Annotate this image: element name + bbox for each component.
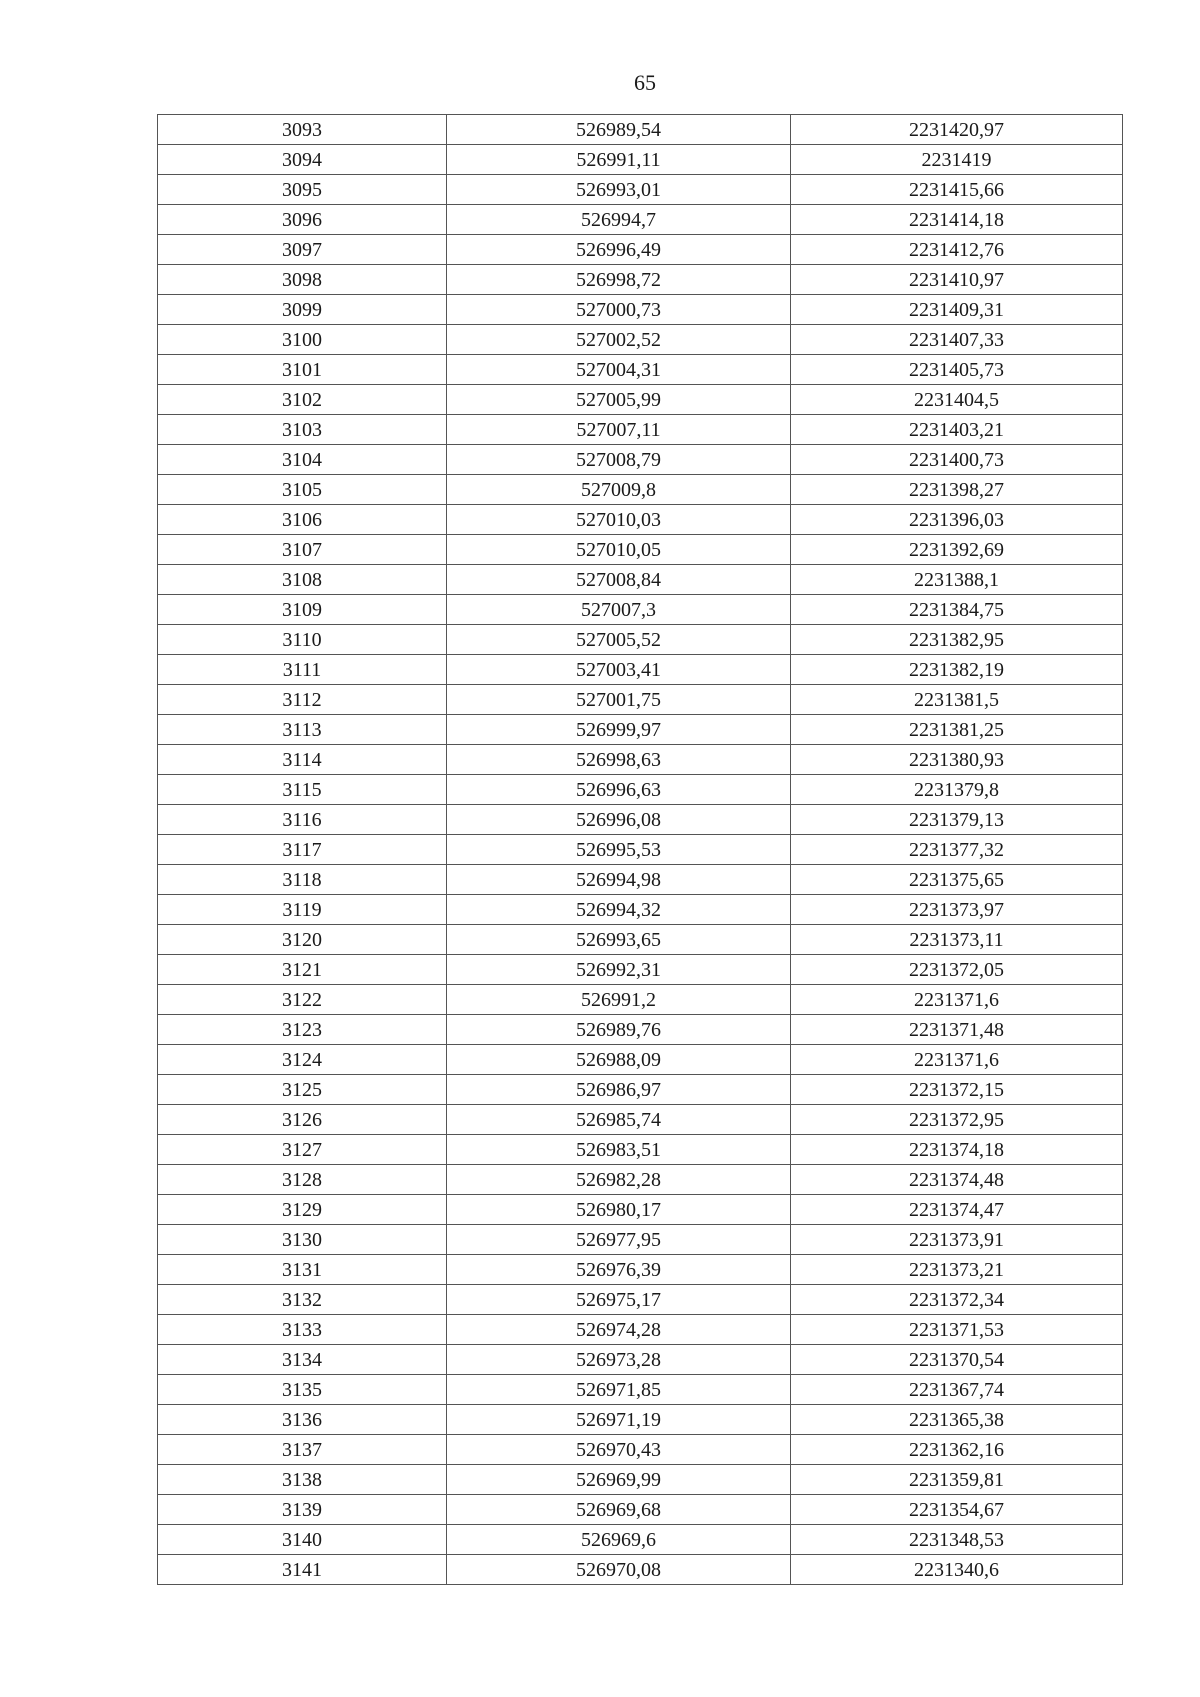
table-row [158,295,1123,325]
table-row [158,655,1123,685]
table-row [158,1555,1123,1585]
point-number-cell: 3141 [158,1555,447,1585]
x-coordinate-cell: 526999,97 [447,715,791,745]
table-row [158,505,1123,535]
point-number-cell: 3139 [158,1495,447,1525]
x-coordinate-cell: 527010,03 [447,505,791,535]
point-number-cell: 3093 [158,115,447,145]
point-number-cell: 3117 [158,835,447,865]
table-row [158,1285,1123,1315]
table-row [158,1495,1123,1525]
table-row [158,955,1123,985]
x-coordinate-cell: 527005,99 [447,385,791,415]
point-number-cell: 3123 [158,1015,447,1045]
x-coordinate-cell: 526976,39 [447,1255,791,1285]
point-number-cell: 3119 [158,895,447,925]
table-row [158,445,1123,475]
x-coordinate-cell: 526993,65 [447,925,791,955]
table-row [158,415,1123,445]
y-coordinate-cell: 2231396,03 [791,505,1123,535]
point-number-cell: 3108 [158,565,447,595]
table-row [158,1465,1123,1495]
y-coordinate-cell: 2231373,11 [791,925,1123,955]
table-row [158,1075,1123,1105]
table-row [158,775,1123,805]
table-row [158,535,1123,565]
point-number-cell: 3113 [158,715,447,745]
x-coordinate-cell: 526993,01 [447,175,791,205]
point-number-cell: 3132 [158,1285,447,1315]
x-coordinate-cell: 526998,63 [447,745,791,775]
y-coordinate-cell: 2231359,81 [791,1465,1123,1495]
x-coordinate-cell: 526989,76 [447,1015,791,1045]
point-number-cell: 3111 [158,655,447,685]
point-number-cell: 3129 [158,1195,447,1225]
x-coordinate-cell: 526980,17 [447,1195,791,1225]
x-coordinate-cell: 527001,75 [447,685,791,715]
y-coordinate-cell: 2231381,5 [791,685,1123,715]
x-coordinate-cell: 526969,68 [447,1495,791,1525]
x-coordinate-cell: 527007,11 [447,415,791,445]
x-coordinate-cell: 526998,72 [447,265,791,295]
point-number-cell: 3109 [158,595,447,625]
y-coordinate-cell: 2231370,54 [791,1345,1123,1375]
point-number-cell: 3110 [158,625,447,655]
table-row [158,265,1123,295]
table-row [158,1315,1123,1345]
x-coordinate-cell: 527003,41 [447,655,791,685]
table-row [158,325,1123,355]
x-coordinate-cell: 526994,32 [447,895,791,925]
table-row [158,235,1123,265]
y-coordinate-cell: 2231367,74 [791,1375,1123,1405]
table-row [158,835,1123,865]
table-row [158,895,1123,925]
point-number-cell: 3101 [158,355,447,385]
x-coordinate-cell: 527009,8 [447,475,791,505]
x-coordinate-cell: 526970,43 [447,1435,791,1465]
table-row [158,1375,1123,1405]
point-number-cell: 3125 [158,1075,447,1105]
y-coordinate-cell: 2231379,8 [791,775,1123,805]
page-number: 65 [634,70,656,95]
x-coordinate-cell: 527000,73 [447,295,791,325]
table-row [158,175,1123,205]
table-row [158,1135,1123,1165]
point-number-cell: 3128 [158,1165,447,1195]
table-row [158,1225,1123,1255]
table-row [158,1525,1123,1555]
y-coordinate-cell: 2231410,97 [791,265,1123,295]
table-row [158,475,1123,505]
x-coordinate-cell: 526982,28 [447,1165,791,1195]
y-coordinate-cell: 2231384,75 [791,595,1123,625]
point-number-cell: 3122 [158,985,447,1015]
y-coordinate-cell: 2231354,67 [791,1495,1123,1525]
y-coordinate-cell: 2231388,1 [791,565,1123,595]
y-coordinate-cell: 2231405,73 [791,355,1123,385]
x-coordinate-cell: 527008,84 [447,565,791,595]
x-coordinate-cell: 526973,28 [447,1345,791,1375]
table-row [158,1255,1123,1285]
table-row [158,745,1123,775]
y-coordinate-cell: 2231372,05 [791,955,1123,985]
x-coordinate-cell: 526986,97 [447,1075,791,1105]
x-coordinate-cell: 526970,08 [447,1555,791,1585]
point-number-cell: 3106 [158,505,447,535]
point-number-cell: 3099 [158,295,447,325]
y-coordinate-cell: 2231372,15 [791,1075,1123,1105]
x-coordinate-cell: 526975,17 [447,1285,791,1315]
point-number-cell: 3095 [158,175,447,205]
table-row [158,1165,1123,1195]
point-number-cell: 3107 [158,535,447,565]
x-coordinate-cell: 526991,11 [447,145,791,175]
y-coordinate-cell: 2231382,95 [791,625,1123,655]
point-number-cell: 3116 [158,805,447,835]
table-row [158,595,1123,625]
y-coordinate-cell: 2231414,18 [791,205,1123,235]
x-coordinate-cell: 526988,09 [447,1045,791,1075]
x-coordinate-cell: 526969,99 [447,1465,791,1495]
point-number-cell: 3118 [158,865,447,895]
point-number-cell: 3124 [158,1045,447,1075]
x-coordinate-cell: 526977,95 [447,1225,791,1255]
table-row [158,805,1123,835]
coordinates-table-body [158,115,1123,1585]
y-coordinate-cell: 2231374,48 [791,1165,1123,1195]
point-number-cell: 3135 [158,1375,447,1405]
point-number-cell: 3121 [158,955,447,985]
y-coordinate-cell: 2231403,21 [791,415,1123,445]
x-coordinate-cell: 526983,51 [447,1135,791,1165]
x-coordinate-cell: 527008,79 [447,445,791,475]
coordinates-table [157,114,1123,1585]
point-number-cell: 3136 [158,1405,447,1435]
table-row [158,1105,1123,1135]
point-number-cell: 3131 [158,1255,447,1285]
point-number-cell: 3134 [158,1345,447,1375]
y-coordinate-cell: 2231372,95 [791,1105,1123,1135]
table-row [158,865,1123,895]
y-coordinate-cell: 2231362,16 [791,1435,1123,1465]
point-number-cell: 3104 [158,445,447,475]
table-row [158,385,1123,415]
y-coordinate-cell: 2231373,91 [791,1225,1123,1255]
table-row [158,115,1123,145]
y-coordinate-cell: 2231375,65 [791,865,1123,895]
y-coordinate-cell: 2231348,53 [791,1525,1123,1555]
table-row [158,925,1123,955]
point-number-cell: 3098 [158,265,447,295]
x-coordinate-cell: 527002,52 [447,325,791,355]
y-coordinate-cell: 2231380,93 [791,745,1123,775]
y-coordinate-cell: 2231381,25 [791,715,1123,745]
y-coordinate-cell: 2231400,73 [791,445,1123,475]
y-coordinate-cell: 2231373,97 [791,895,1123,925]
point-number-cell: 3140 [158,1525,447,1555]
y-coordinate-cell: 2231392,69 [791,535,1123,565]
x-coordinate-cell: 526991,2 [447,985,791,1015]
y-coordinate-cell: 2231379,13 [791,805,1123,835]
y-coordinate-cell: 2231404,5 [791,385,1123,415]
point-number-cell: 3103 [158,415,447,445]
x-coordinate-cell: 527005,52 [447,625,791,655]
x-coordinate-cell: 526971,19 [447,1405,791,1435]
x-coordinate-cell: 526994,7 [447,205,791,235]
y-coordinate-cell: 2231371,6 [791,1045,1123,1075]
y-coordinate-cell: 2231372,34 [791,1285,1123,1315]
y-coordinate-cell: 2231340,6 [791,1555,1123,1585]
y-coordinate-cell: 2231371,53 [791,1315,1123,1345]
y-coordinate-cell: 2231415,66 [791,175,1123,205]
table-row [158,145,1123,175]
table-row [158,355,1123,385]
point-number-cell: 3100 [158,325,447,355]
y-coordinate-cell: 2231374,18 [791,1135,1123,1165]
table-row [158,985,1123,1015]
y-coordinate-cell: 2231371,6 [791,985,1123,1015]
point-number-cell: 3137 [158,1435,447,1465]
table-row [158,1345,1123,1375]
x-coordinate-cell: 526969,6 [447,1525,791,1555]
table-row [158,1435,1123,1465]
point-number-cell: 3094 [158,145,447,175]
x-coordinate-cell: 526974,28 [447,1315,791,1345]
table-row [158,1045,1123,1075]
y-coordinate-cell: 2231373,21 [791,1255,1123,1285]
x-coordinate-cell: 526985,74 [447,1105,791,1135]
y-coordinate-cell: 2231420,97 [791,115,1123,145]
point-number-cell: 3133 [158,1315,447,1345]
table-row [158,565,1123,595]
y-coordinate-cell: 2231374,47 [791,1195,1123,1225]
x-coordinate-cell: 527010,05 [447,535,791,565]
point-number-cell: 3130 [158,1225,447,1255]
table-row [158,205,1123,235]
x-coordinate-cell: 526996,63 [447,775,791,805]
x-coordinate-cell: 526994,98 [447,865,791,895]
point-number-cell: 3127 [158,1135,447,1165]
y-coordinate-cell: 2231398,27 [791,475,1123,505]
table-row [158,1015,1123,1045]
point-number-cell: 3112 [158,685,447,715]
point-number-cell: 3096 [158,205,447,235]
x-coordinate-cell: 526989,54 [447,115,791,145]
x-coordinate-cell: 526992,31 [447,955,791,985]
table-row [158,1405,1123,1435]
y-coordinate-cell: 2231419 [791,145,1123,175]
point-number-cell: 3138 [158,1465,447,1495]
point-number-cell: 3126 [158,1105,447,1135]
x-coordinate-cell: 527007,3 [447,595,791,625]
point-number-cell: 3097 [158,235,447,265]
table-row [158,715,1123,745]
y-coordinate-cell: 2231371,48 [791,1015,1123,1045]
x-coordinate-cell: 526995,53 [447,835,791,865]
point-number-cell: 3105 [158,475,447,505]
y-coordinate-cell: 2231409,31 [791,295,1123,325]
table-row [158,625,1123,655]
table-row [158,685,1123,715]
y-coordinate-cell: 2231365,38 [791,1405,1123,1435]
point-number-cell: 3102 [158,385,447,415]
point-number-cell: 3114 [158,745,447,775]
y-coordinate-cell: 2231382,19 [791,655,1123,685]
x-coordinate-cell: 526996,49 [447,235,791,265]
x-coordinate-cell: 526996,08 [447,805,791,835]
table-row [158,1195,1123,1225]
y-coordinate-cell: 2231407,33 [791,325,1123,355]
point-number-cell: 3120 [158,925,447,955]
y-coordinate-cell: 2231412,76 [791,235,1123,265]
x-coordinate-cell: 527004,31 [447,355,791,385]
x-coordinate-cell: 526971,85 [447,1375,791,1405]
y-coordinate-cell: 2231377,32 [791,835,1123,865]
point-number-cell: 3115 [158,775,447,805]
